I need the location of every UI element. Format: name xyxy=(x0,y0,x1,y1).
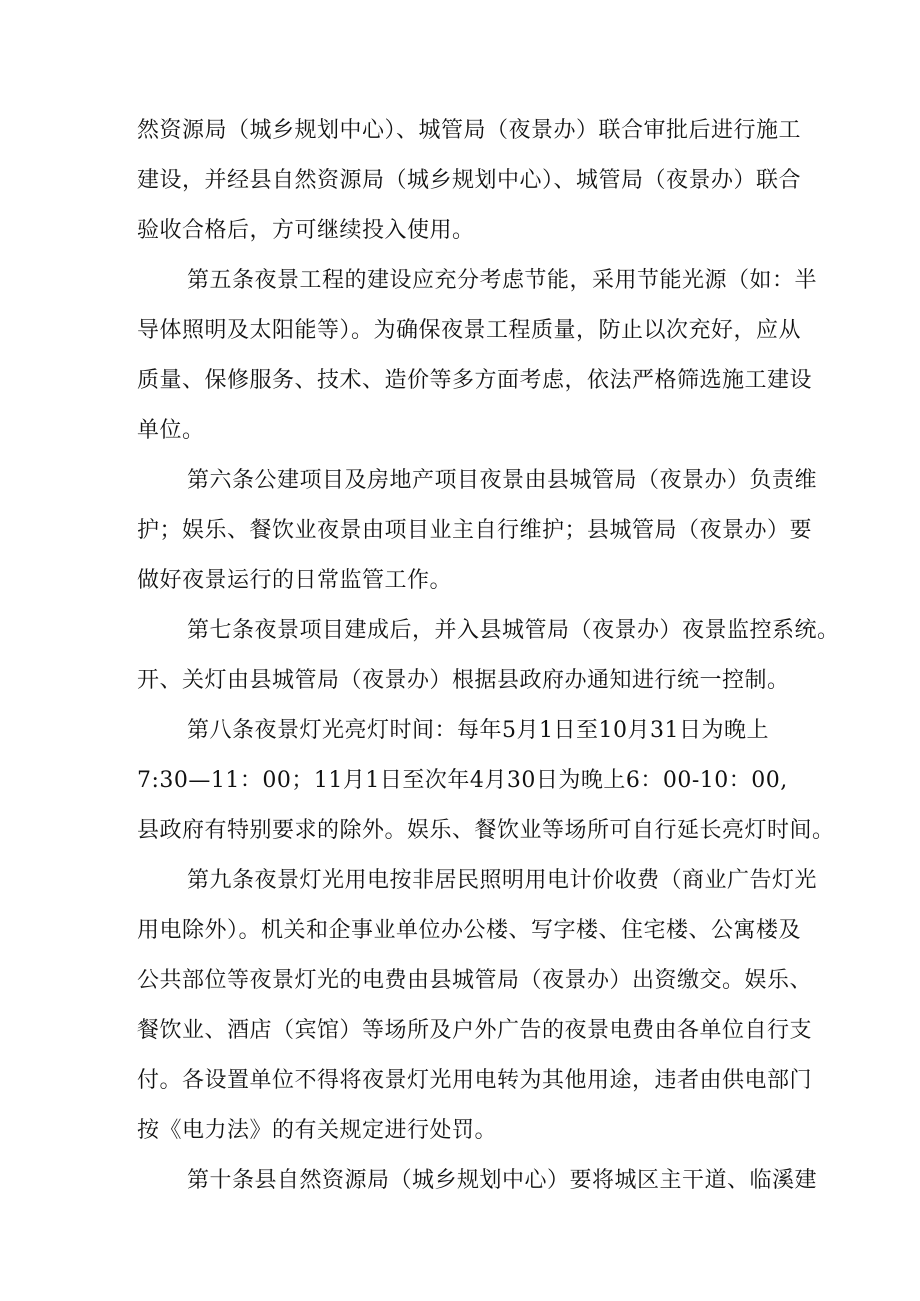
text-line: 按《电力法》的有关规定进行处罚。 xyxy=(137,1118,498,1143)
text-line: 第九条夜景灯光用电按非居民照明用电计价收费（商业广告灯光 xyxy=(187,868,818,893)
text-line: 7:30—11：00；11月1日至次年4月30日为晚上6：00-10：00, xyxy=(137,768,788,793)
text-line: 单位。 xyxy=(137,418,205,443)
text-line: 第八条夜景灯光亮灯时间：每年5月1日至10月31日为晚上 xyxy=(187,718,769,743)
text-line: 建设，并经县自然资源局（城乡规划中心）、城管局（夜景办）联合 xyxy=(137,168,802,193)
text-line: 第十条县自然资源局（城乡规划中心）要将城区主干道、临溪建 xyxy=(187,1168,818,1193)
text-line: 用电除外）。机关和企事业单位办公楼、写字楼、住宅楼、公寓楼及 xyxy=(137,918,802,943)
text-line: 做好夜景运行的日常监管工作。 xyxy=(137,568,453,593)
text-line: 付。各设置单位不得将夜景灯光用电转为其他用途，违者由供电部门 xyxy=(137,1068,813,1093)
text-line: 公共部位等夜景灯光的电费由县城管局（夜景办）出资缴交。娱乐、 xyxy=(137,968,813,993)
text-line: 质量、保修服务、技术、造价等多方面考虑，依法严格筛选施工建设 xyxy=(137,368,813,393)
text-line: 开、关灯由县城管局（夜景办）根据县政府办通知进行统一控制。 xyxy=(137,668,790,693)
text-line: 验收合格后，方可继续投入使用。 xyxy=(137,218,475,243)
text-line: 导体照明及太阳能等）。为确保夜景工程质量，防止以次充好，应从 xyxy=(137,318,802,343)
text-line: 第六条公建项目及房地产项目夜景由县城管局（夜景办）负责维 xyxy=(187,468,818,493)
text-line: 第七条夜景项目建成后，并入县城管局（夜景办）夜景监控系统。 xyxy=(187,618,840,643)
text-line: 县政府有特别要求的除外。娱乐、餐饮业等场所可自行延长亮灯时间。 xyxy=(137,818,835,843)
text-line: 餐饮业、酒店（宾馆）等场所及户外广告的夜景电费由各单位自行支 xyxy=(137,1018,813,1043)
text-line: 然资源局（城乡规划中心）、城管局（夜景办）联合审批后进行施工 xyxy=(137,118,802,143)
text-line: 护；娱乐、餐饮业夜景由项目业主自行维护；县城管局（夜景办）要 xyxy=(137,518,813,543)
text-line: 第五条夜景工程的建设应充分考虑节能，采用节能光源（如：半 xyxy=(187,268,818,293)
